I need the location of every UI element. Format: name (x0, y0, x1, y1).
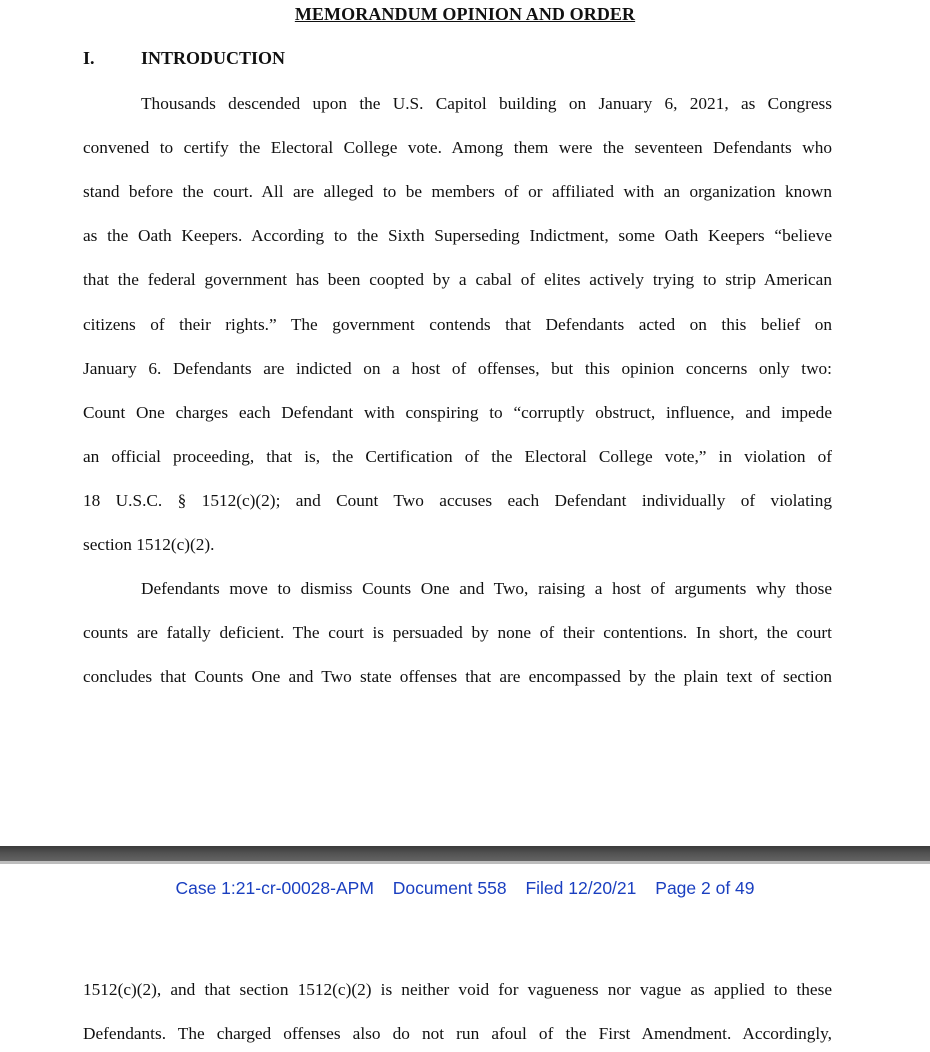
paragraph-line: 1512(c)(2), and that section 1512(c)(2) is neither void for vagueness nor vague as applied to these (83, 980, 832, 999)
paragraph-line: 18 U.S.C. § 1512(c)(2); and Count Two accuses each Defendant individually of violating (83, 491, 832, 510)
section-title: INTRODUCTION (141, 48, 286, 68)
paragraph-line: convened to certify the Electoral College vote. Among them were the seventeen Defendants who (83, 138, 832, 157)
document-title: MEMORANDUM OPINION AND ORDER (294, 4, 636, 24)
paragraph-line: counts are fatally deficient. The court is persuaded by none of their contentions. In short, the court (83, 623, 832, 642)
paragraph-line: as the Oath Keepers. According to the Sixth Superseding Indictment, some Oath Keepers “believe (83, 226, 832, 245)
paragraph-line: Count One charges each Defendant with conspiring to “corruptly obstruct, influence, and impede (83, 403, 832, 422)
paragraph-line: Thousands descended upon the U.S. Capitol building on January 6, 2021, as Congress (141, 94, 832, 113)
paragraph-line: stand before the court. All are alleged to be members of or affiliated with an organization known (83, 182, 832, 201)
paragraph-line: concludes that Counts One and Two state offenses that are encompassed by the plain text of section (83, 667, 832, 686)
case-header (0, 878, 930, 899)
paragraph-line: section 1512(c)(2). (83, 535, 215, 554)
document-number: Document 558 (392, 878, 507, 898)
paragraph-line: Defendants. The charged offenses also do not run afoul of the First Amendment. Accordingly, (83, 1024, 832, 1043)
paragraph-line: citizens of their rights.” The government contends that Defendants acted on this belief on (83, 315, 832, 334)
paragraph-line: that the federal government has been coopted by a cabal of elites actively trying to strip American (83, 270, 832, 289)
page-break-divider (0, 846, 930, 864)
page-indicator: Page 2 of 49 (655, 878, 755, 898)
section-number: I. (83, 48, 95, 68)
paragraph-line: January 6. Defendants are indicted on a host of offenses, but this opinion concerns only two: (83, 359, 832, 378)
case-number: Case 1:21-cr-00028-APM (175, 878, 374, 898)
filed-date: Filed 12/20/21 (525, 878, 637, 898)
paragraph-line: Defendants move to dismiss Counts One and Two, raising a host of arguments why those (141, 579, 832, 598)
paragraph-line: an official proceeding, that is, the Certification of the Electoral College vote,” in violation of (83, 447, 832, 466)
